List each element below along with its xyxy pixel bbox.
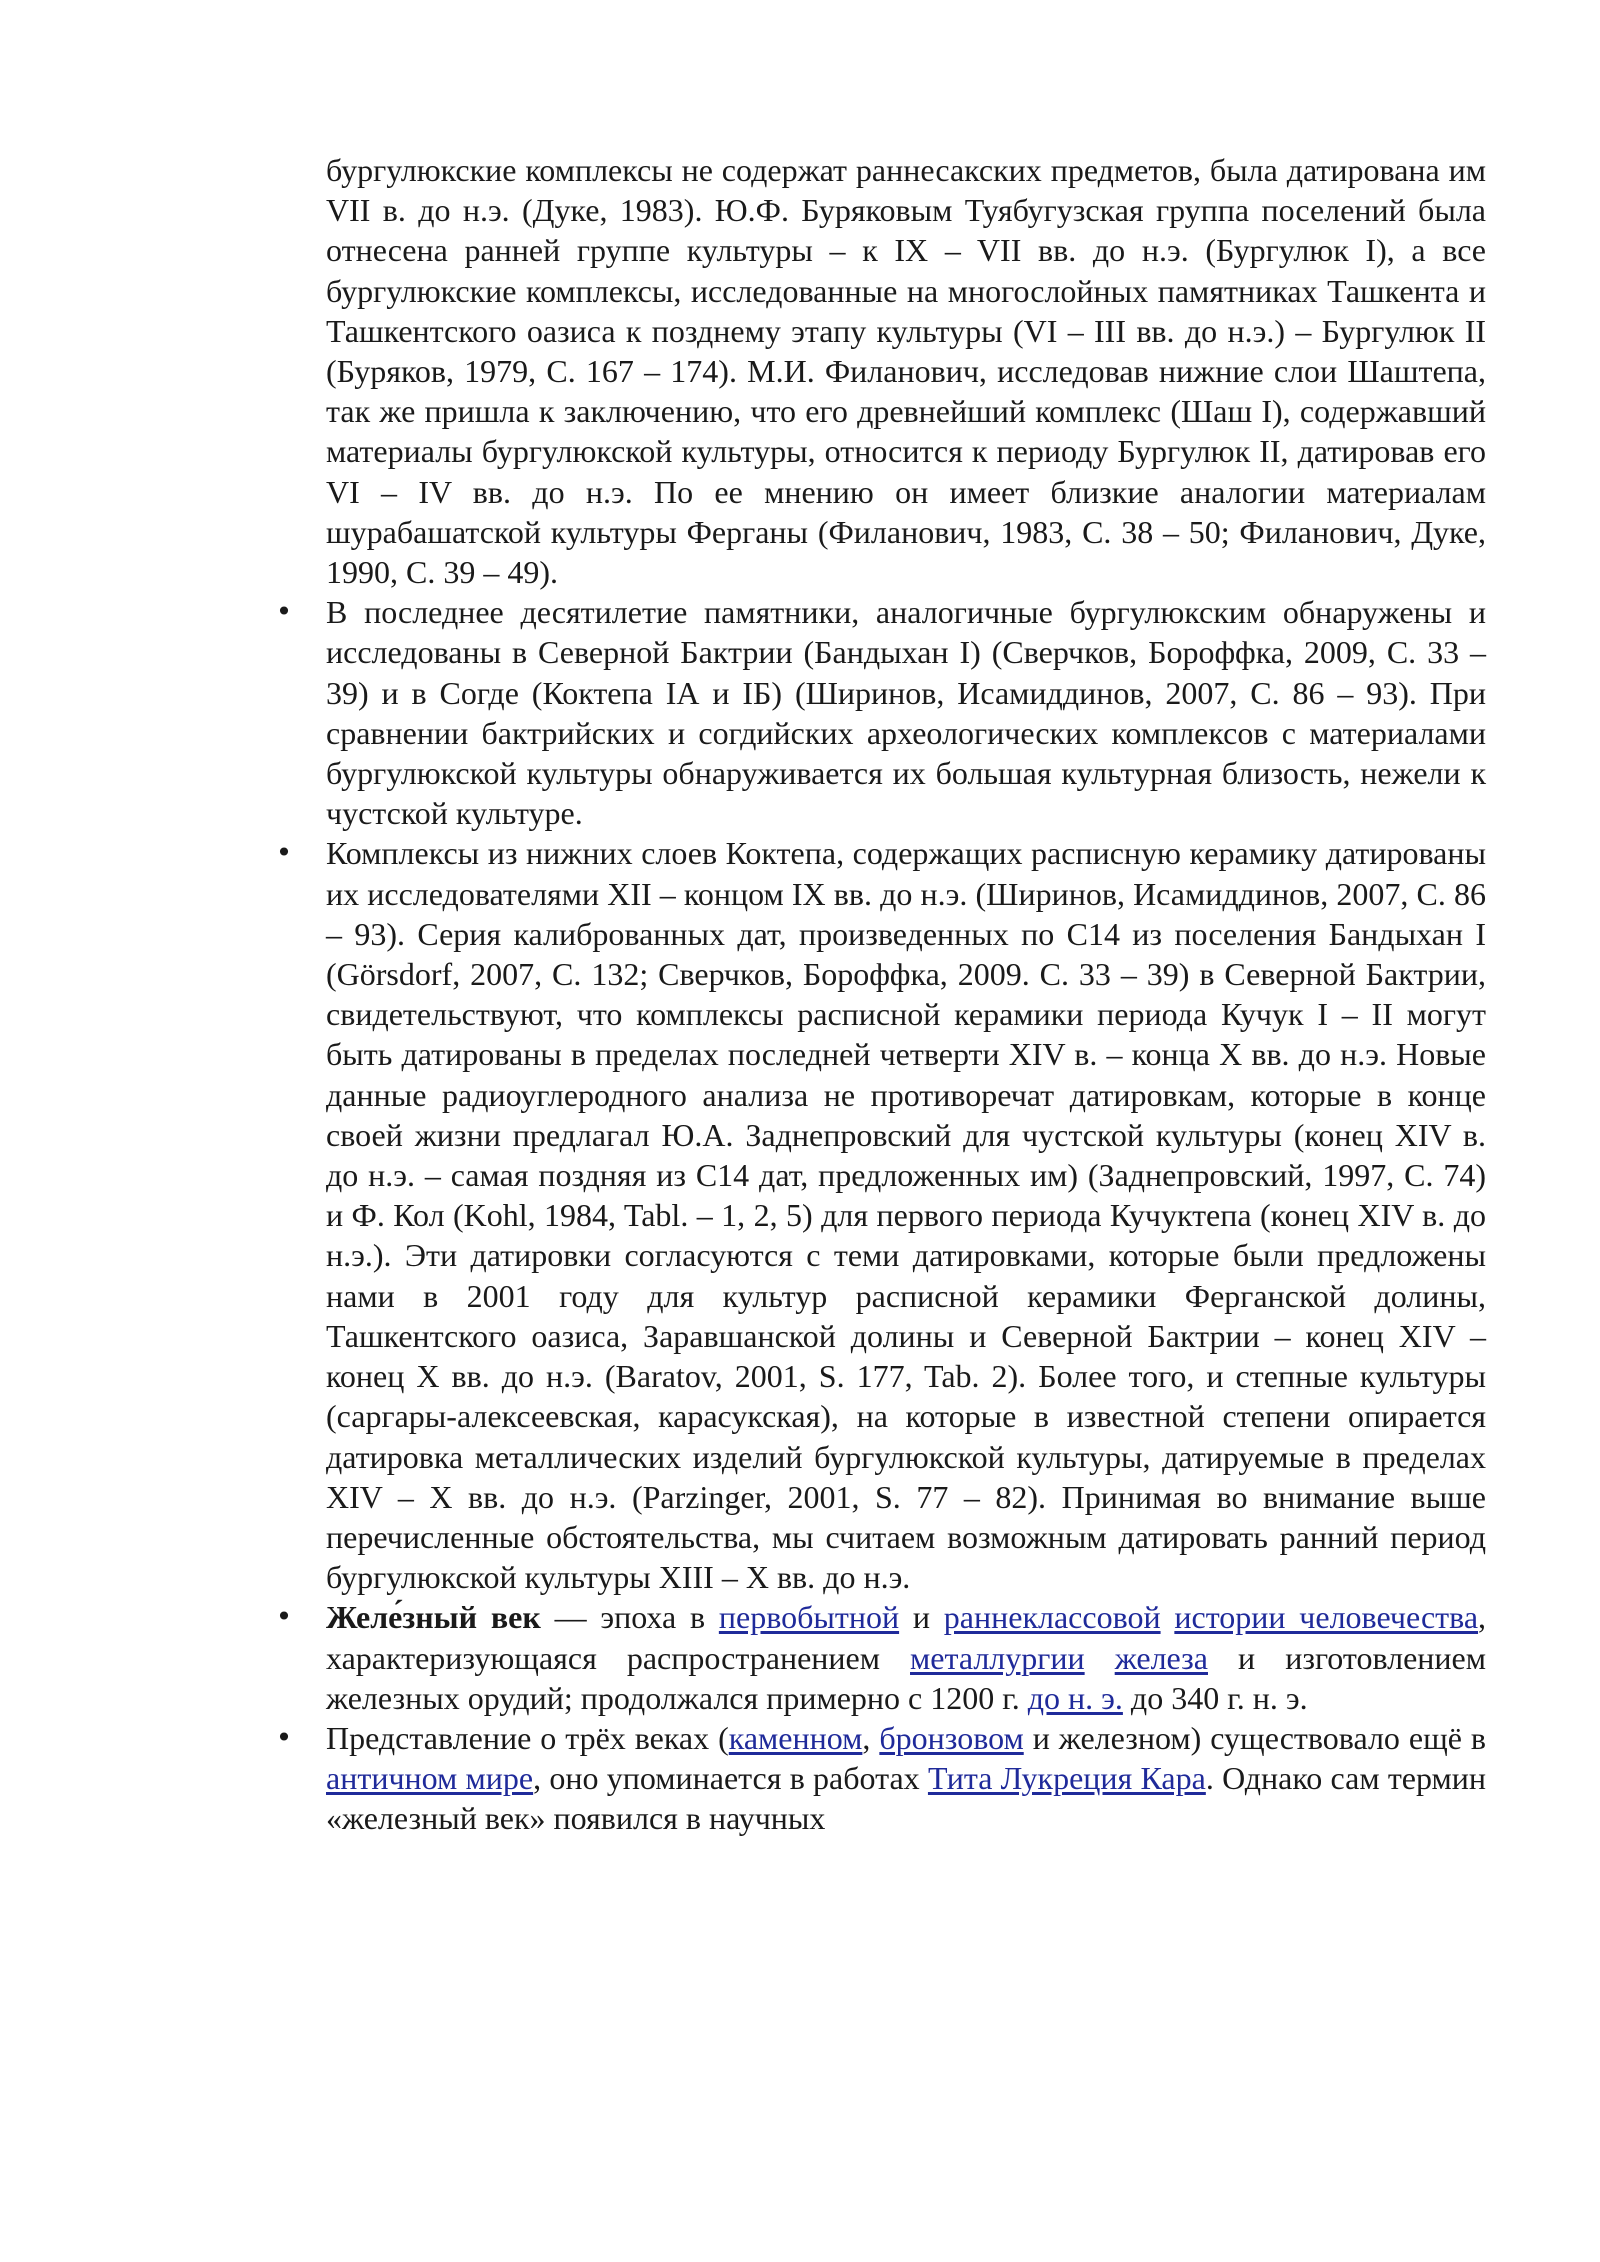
text-run: и изготовлением железных орудий; продолжался примерно с 1200 г.	[326, 1639, 1486, 1716]
text-run: — эпоха в	[540, 1599, 719, 1636]
link-bronzovom[interactable]: бронзовом	[879, 1719, 1024, 1756]
text-run: , оно упоминается в работах	[533, 1760, 928, 1797]
link-antichnom-mire[interactable]: античном мире	[326, 1760, 534, 1797]
bullet-icon: •	[275, 595, 293, 629]
term-heading: Желе́зный век	[326, 1599, 541, 1636]
document-body	[275, 150, 1487, 1839]
list-item	[275, 833, 1486, 1597]
link-kamennom[interactable]: каменном	[728, 1719, 863, 1756]
link-do-n-e[interactable]: до н. э.	[1027, 1679, 1123, 1716]
list-item	[275, 1597, 1487, 1718]
link-zheleza[interactable]: железа	[1114, 1639, 1208, 1676]
text-run: , характеризующаяся распространением	[326, 1599, 1487, 1676]
list-item	[275, 592, 1486, 833]
bullet-icon: •	[275, 1600, 293, 1634]
bullet-icon: •	[275, 836, 293, 870]
list-item-text: В последнее десятилетие памятники, аналогичные бургулюкским обнаружены и исследованы в Северной Бактрии (Бандыхан I) (Сверчков, Бороффка, 2009, С. 33 – 39) и в Согде (Коктепа IА и IБ) (Ширинов, Исамиддинов, 2007, С. 86 – 93). При сравнении бактрийских и согдийских археологических комплексов с материалами бургулюкской культуры обнаруживается их большая культурная близость, нежели к чустской культуре.	[326, 594, 1486, 832]
link-metallurgii[interactable]: металлургии	[910, 1639, 1085, 1676]
list-item	[275, 1718, 1487, 1839]
link-istorii-chelovechestva[interactable]: истории человечества	[1174, 1599, 1479, 1636]
text-run: до 340 г. н. э.	[1122, 1679, 1308, 1716]
text-run	[1085, 1640, 1115, 1676]
text-run	[1161, 1599, 1175, 1635]
text-run: и	[899, 1599, 944, 1636]
paragraph-intro: бургулюкские комплексы не содержат раннесакских предметов, была датирована им VII в. до н.э. (Дуке, 1983). Ю.Ф. Буряковым Туябугузская группа поселений была отнесена ранней группе культуры – к IX – VII вв. до н.э. (Бургулюк I), а все бургулюкские комплексы, исследованные на многослойных памятниках Ташкента и Ташкентского оазиса к позднему этапу культуры (VI – III вв. до н.э.) – Бургулюк II (Буряков, 1979, С. 167 – 174). М.И. Филанович, исследовав нижние слои Шаштепа, так же пришла к заключению, что его древнейший комплекс (Шаш I), содержавший материалы бургулюкской культуры, относится к периоду Бургулюк II, датировав его VI – IV вв. до н.э. По ее мнению он имеет близкие аналогии материалам шурабашатской культуры Ферганы (Филанович, 1983, С. 38 – 50; Филанович, Дуке, 1990, С. 39 – 49).	[326, 152, 1486, 591]
link-ranneklassovoy[interactable]: раннеклассовой	[943, 1599, 1161, 1636]
bullet-list	[275, 592, 1487, 1838]
text-run: . Однако сам термин «железный век» появился в научных	[326, 1760, 1487, 1837]
list-item-text: Комплексы из нижних слоев Коктепа, содержащих расписную керамику датированы их исследователями XII – концом IX вв. до н.э. (Ширинов, Исамиддинов, 2007, С. 86 – 93). Серия калиброванных дат, произведенных по С14 из поселения Бандыхан I (Görsdorf, 2007, С. 132; Сверчков, Бороффка, 2009. С. 33 – 39) в Северной Бактрии, свидетельствуют, что комплексы расписной керамики периода Кучук I – II могут быть датированы в пределах последней четверти XIV в. – конца X вв. до н.э. Новые данные радиоуглеродного анализа не противоречат датировкам, которые в конце своей жизни предлагал Ю.А. Заднепровский для чустской культуры (конец XIV в. до н.э. – самая поздняя из С14 дат, предложенных им) (Заднепровский, 1997, С. 74) и Ф. Кол (Kohl, 1984, Tabl. – 1, 2, 5) для первого периода Кучуктепа (конец XIV в. до н.э.). Эти датировки согласуются с теми датировками, которые были предложены нами в 2001 году для культур расписной керамики Ферганской долины, Ташкентского оазиса, Заравшанской долины и Северной Бактрии – конец XIV – конец X вв. до н.э. (Baratov, 2001, S. 177, Tab. 2). Более того, и степные культуры (саргары-алексеевская, карасукская), на которые в известной степени опирается датировка металлических изделий бургулюкской культуры, датируемые в пределах XIV – X вв. до н.э. (Parzinger, 2001, S. 77 – 82). Принимая во внимание выше перечисленные обстоятельства, мы считаем возможным датировать ранний период бургулюкской культуры XIII – X вв. до н.э.	[326, 835, 1486, 1596]
link-tita-lukretsiya-kara[interactable]: Тита Лукреция Кара	[927, 1760, 1206, 1797]
link-pervobytnoy[interactable]: первобытной	[718, 1599, 900, 1636]
text-run: Представление о трёх веках (	[326, 1719, 729, 1756]
text-run: ,	[862, 1719, 880, 1756]
text-run: и железном) существовало ещё в	[1023, 1719, 1487, 1756]
bullet-icon: •	[275, 1720, 293, 1754]
